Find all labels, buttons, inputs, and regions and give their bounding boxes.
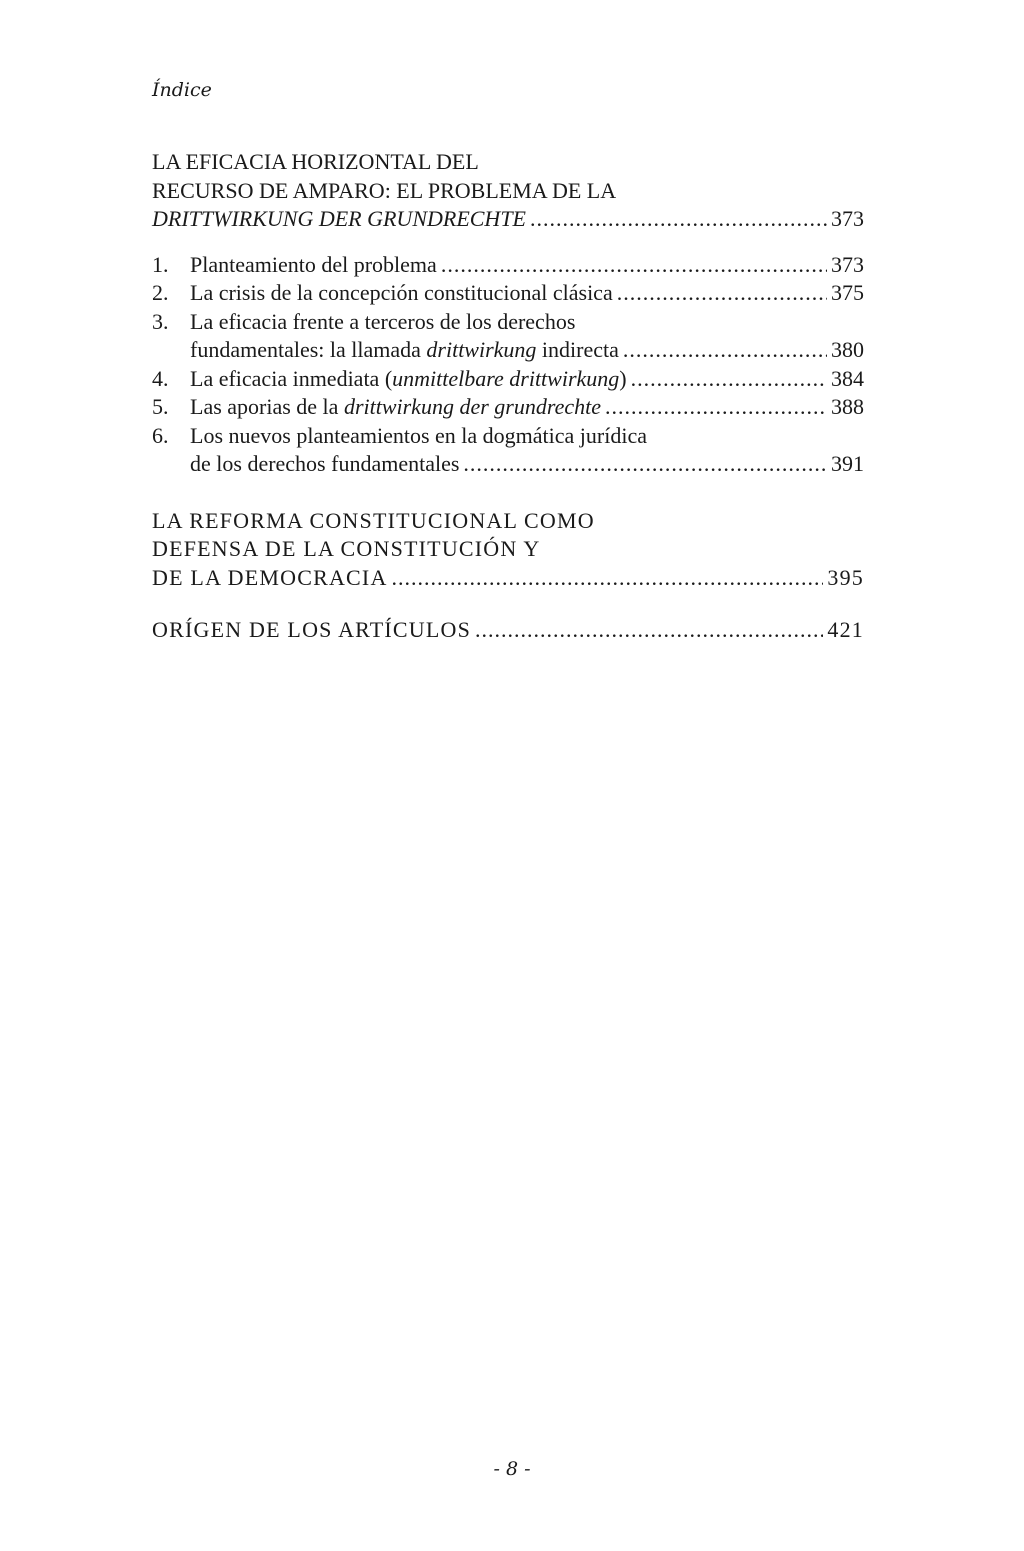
page-number: 395 [827, 564, 864, 590]
section3-title-line [152, 616, 864, 645]
section2-title-line3 [152, 564, 864, 593]
item-number: 3. [152, 308, 169, 334]
dot-leader [392, 564, 824, 593]
item-text: Las aporias de la drittwirkung der grundrechte [190, 394, 601, 419]
item-text: La eficacia inmediata (unmittelbare drittwirkung) [190, 365, 627, 391]
dot-leader [530, 205, 827, 234]
dot-leader [631, 365, 827, 394]
page-number: 388 [831, 394, 864, 419]
page-folio: - 8 - [493, 1458, 531, 1480]
item-number: 5. [152, 394, 169, 419]
toc-item-2 [152, 279, 864, 308]
section2-title-line2: DEFENSA DE LA CONSTITUCIÓN Y [152, 536, 541, 561]
dot-leader [617, 279, 827, 308]
page-number: 375 [831, 280, 864, 305]
item-text: La crisis de la concepción constitucional clásica [190, 280, 613, 305]
page-number: 391 [831, 451, 864, 476]
toc-item-6-line2 [152, 450, 864, 479]
dot-leader [475, 616, 823, 645]
item-text: de los derechos fundamentales [190, 451, 460, 476]
toc-item-6-line1 [152, 422, 864, 451]
page-number: 373 [831, 251, 864, 277]
section3-title-text: ORÍGEN DE LOS ARTÍCULOS [152, 617, 472, 642]
item-number: 2. [152, 280, 169, 305]
section1-title-line2: RECURSO DE AMPARO: EL PROBLEMA DE LA [152, 177, 617, 203]
item-text: Los nuevos planteamientos en la dogmática jurídica [190, 422, 647, 448]
page-number: 384 [831, 365, 864, 391]
toc-item-5 [152, 393, 864, 422]
dot-leader [623, 336, 827, 365]
dot-leader [605, 393, 827, 422]
dot-leader [441, 251, 827, 280]
page-number: 421 [827, 617, 864, 642]
page-number: 373 [831, 206, 864, 231]
toc-item-3-line1 [152, 308, 864, 337]
table-of-contents [152, 148, 864, 645]
section1-title-italic: DRITTWIRKUNG DER GRUNDRECHTE [152, 206, 526, 231]
item-number: 1. [152, 251, 169, 277]
dot-leader [463, 450, 827, 479]
item-number: 6. [152, 422, 169, 448]
item-text: fundamentales: la llamada drittwirkung indirecta [190, 337, 619, 362]
running-head: Índice [152, 79, 212, 101]
page-number: 380 [831, 337, 864, 362]
item-text: Planteamiento del problema [190, 251, 437, 277]
section1-title-line1: LA EFICACIA HORIZONTAL DEL [152, 149, 479, 174]
section2-title-text: DE LA DEMOCRACIA [152, 564, 388, 590]
item-number: 4. [152, 365, 169, 391]
toc-item-3-line2 [152, 336, 864, 365]
toc-item-4 [152, 365, 864, 394]
item-text: La eficacia frente a terceros de los derechos [190, 308, 576, 334]
section2-title-line1: LA REFORMA CONSTITUCIONAL COMO [152, 507, 595, 533]
section1-title-line3 [152, 205, 864, 234]
toc-item-1 [152, 251, 864, 280]
